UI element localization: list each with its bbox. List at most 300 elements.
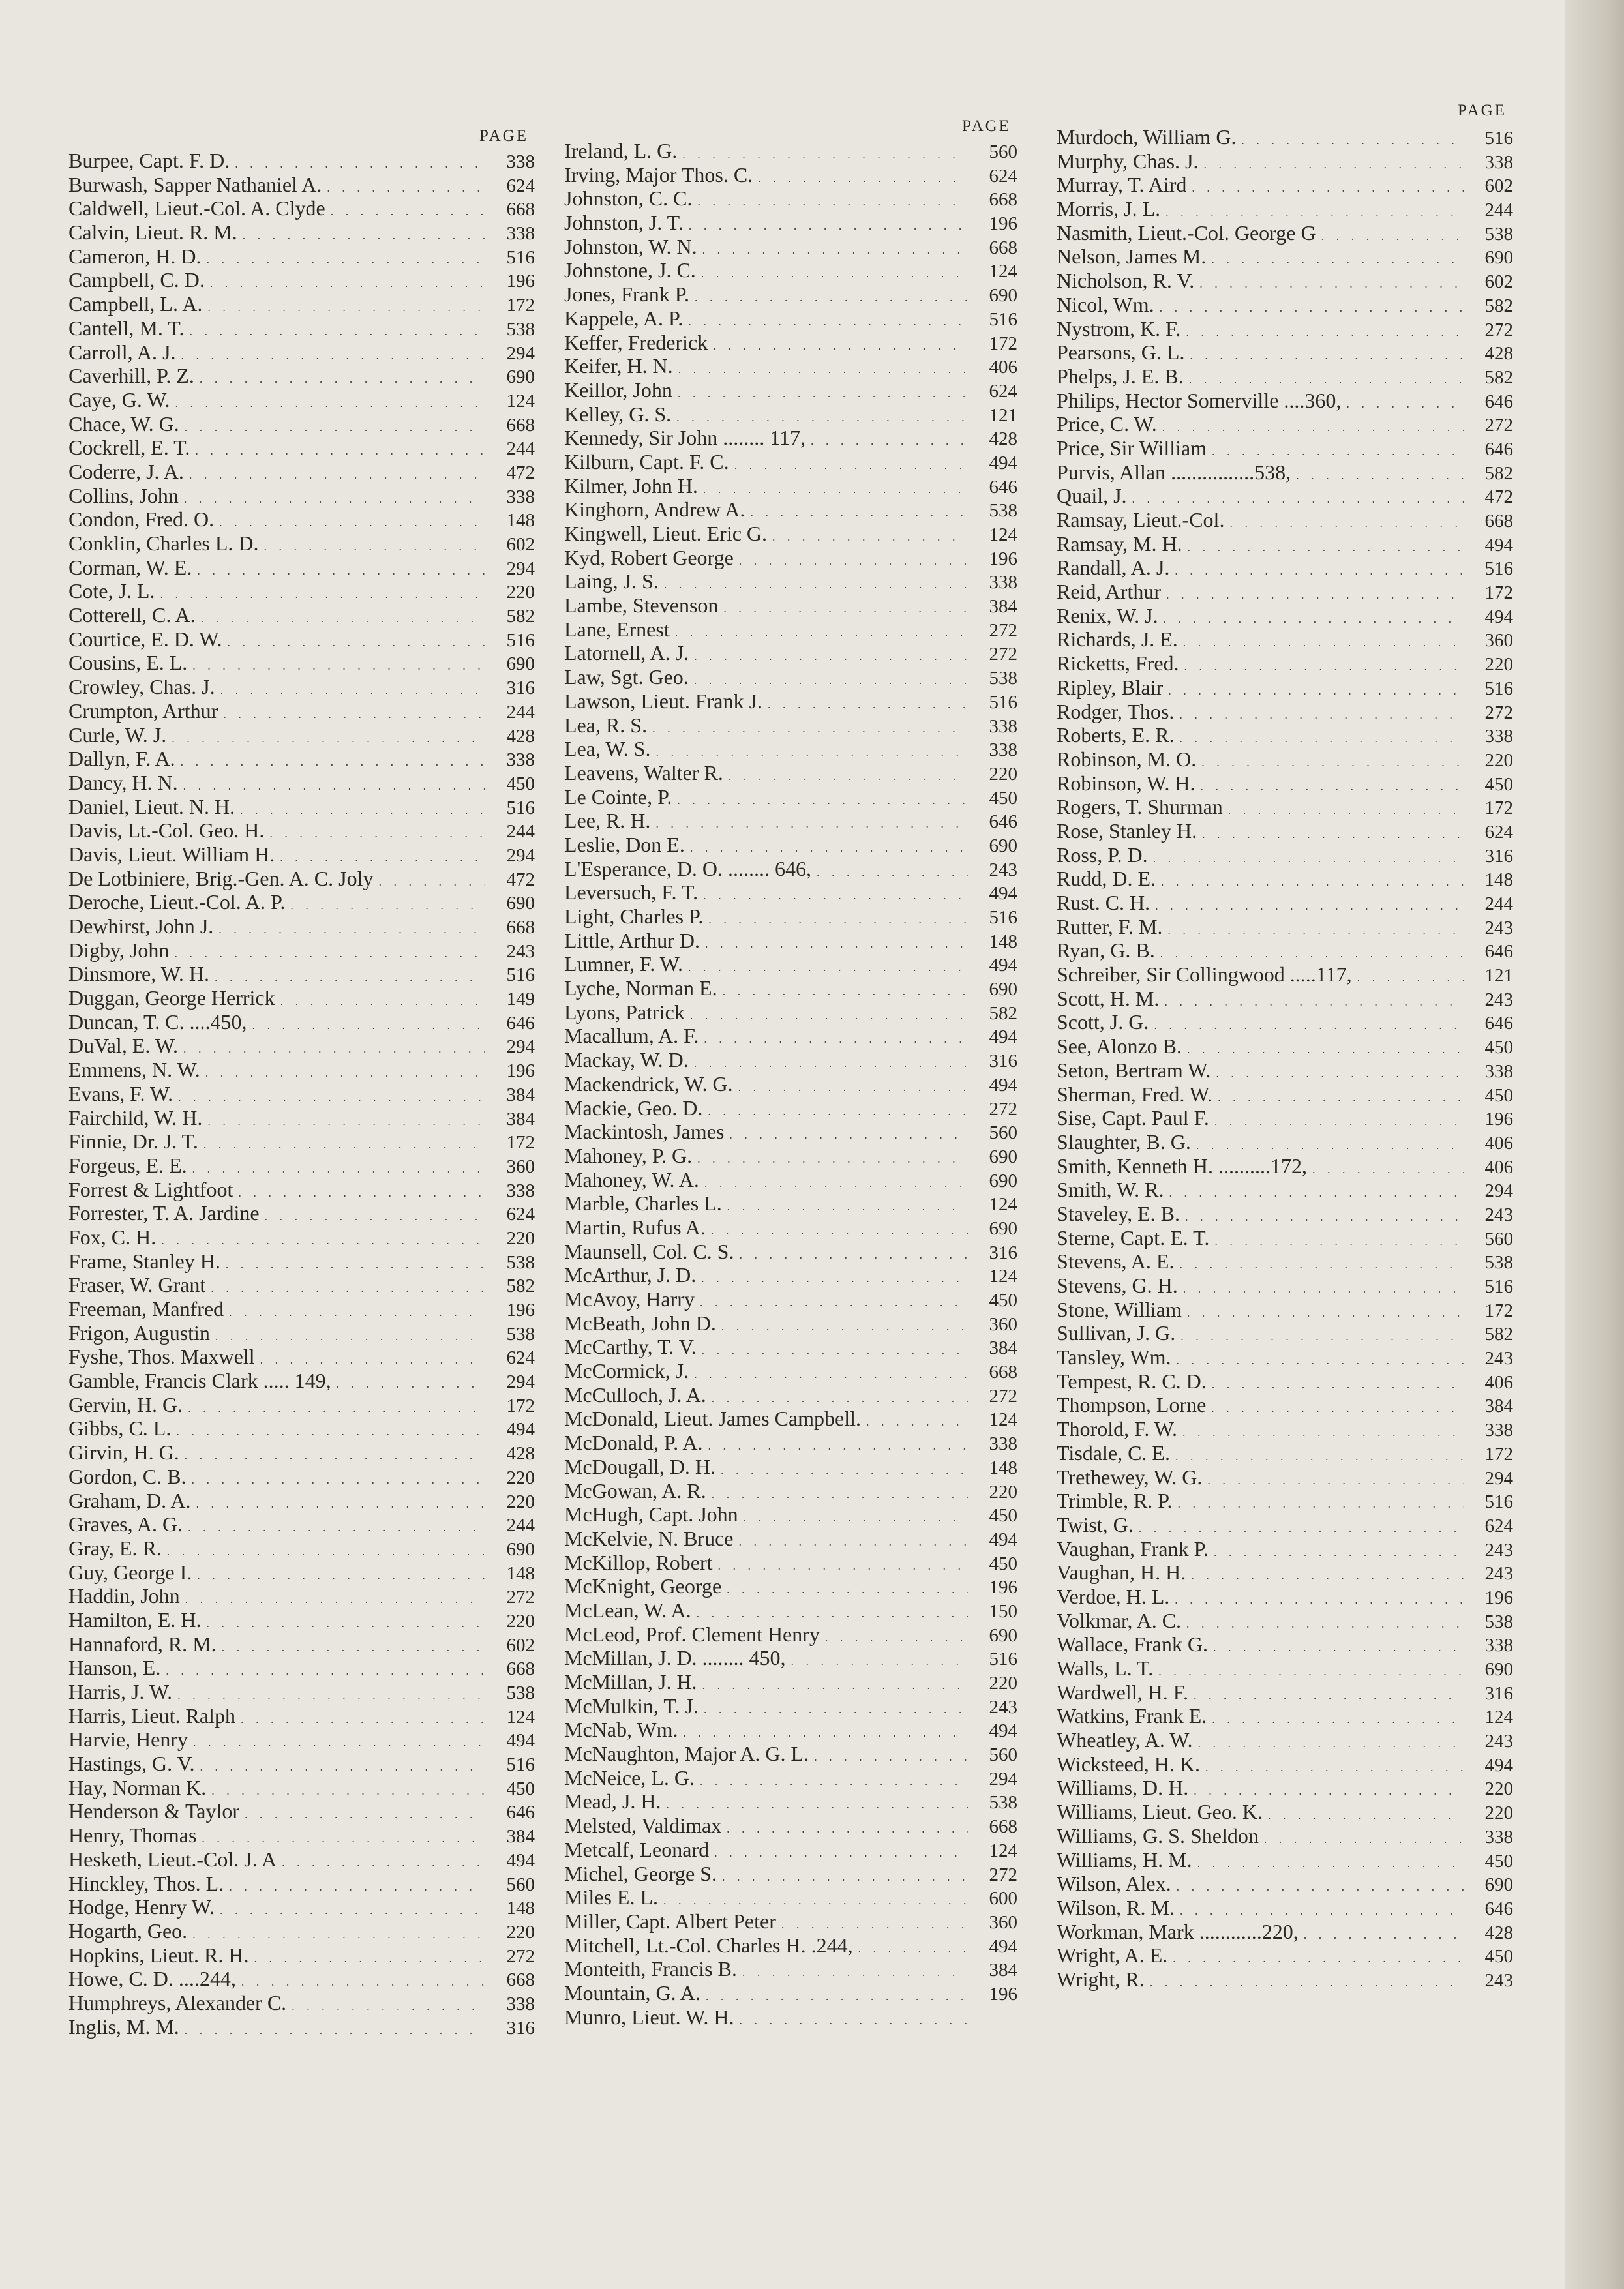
dot-leader — [738, 1530, 968, 1554]
index-entry — [1057, 269, 1513, 293]
entry-page-number: 450 — [1484, 1946, 1513, 1967]
entry-name: Nicol, Wm. — [1057, 292, 1154, 316]
dot-leader — [207, 248, 485, 272]
dot-leader — [185, 1587, 485, 1611]
entry-list — [68, 149, 535, 2039]
entry-name: Keffer, Frederick — [564, 330, 708, 354]
entry-name: Lane, Ernest — [564, 617, 670, 641]
entry-page-number: 624 — [506, 1347, 535, 1369]
dot-leader — [172, 726, 485, 751]
index-entry — [1057, 1489, 1513, 1513]
index-entry — [564, 1168, 1017, 1192]
entry-page-number: 406 — [1484, 1132, 1513, 1154]
dot-leader — [1346, 392, 1464, 416]
index-entry — [1057, 795, 1513, 819]
entry-name: Mackintosh, James — [564, 1120, 725, 1144]
dot-leader — [1183, 631, 1464, 655]
index-entry — [564, 1024, 1017, 1048]
dot-leader — [1216, 1062, 1464, 1086]
dot-leader — [1150, 1971, 1464, 1995]
dot-leader — [1166, 583, 1464, 607]
entry-name: Thompson, Lorne — [1057, 1393, 1207, 1417]
index-entry — [564, 1407, 1017, 1431]
entry-name: Evans, F. W. — [68, 1081, 173, 1105]
entry-name: Schreiber, Sir Collingwood .....117, — [1057, 963, 1352, 987]
dot-leader — [210, 271, 485, 295]
entry-name: Rutter, F. M. — [1057, 914, 1163, 938]
dot-leader — [197, 559, 485, 583]
entry-list — [564, 139, 1017, 2029]
entry-name: Duggan, George Herrick — [68, 986, 275, 1010]
index-entry — [564, 1862, 1017, 1886]
index-entry — [68, 1273, 535, 1297]
index-entry — [68, 245, 535, 269]
index-entry — [68, 1082, 535, 1106]
entry-page-number: 338 — [1484, 1060, 1513, 1082]
entry-page-number: 172 — [1484, 1300, 1513, 1321]
index-entry — [564, 1383, 1017, 1407]
entry-name: Sullivan, J. G. — [1057, 1321, 1176, 1345]
dot-leader — [337, 1372, 485, 1396]
dot-leader — [1214, 1229, 1464, 1253]
entry-page-number: 384 — [506, 1108, 535, 1130]
entry-page-number: 472 — [1484, 486, 1513, 508]
entry-name: Tisdale, C. E. — [1057, 1441, 1170, 1465]
entry-name: DuVal, E. W. — [68, 1034, 178, 1058]
entry-name: Stevens, A. E. — [1057, 1249, 1175, 1274]
index-entry — [564, 1766, 1017, 1790]
dot-leader — [1268, 1803, 1464, 1827]
entry-page-number: 450 — [989, 1553, 1017, 1574]
entry-page-number: 244 — [506, 701, 535, 723]
index-entry — [564, 1479, 1017, 1503]
entry-name: Staveley, E. B. — [1057, 1201, 1180, 1225]
entry-name: Sise, Capt. Paul F. — [1057, 1106, 1209, 1130]
dot-leader — [1175, 559, 1464, 583]
entry-name: Lawson, Lieut. Frank J. — [564, 689, 762, 713]
index-entry — [564, 1838, 1017, 1862]
index-entry — [1057, 1298, 1513, 1322]
dot-leader — [825, 1626, 968, 1650]
entry-page-number: 494 — [989, 1936, 1017, 1957]
dot-leader — [712, 1482, 968, 1506]
dot-leader — [331, 200, 485, 224]
entry-page-number: 338 — [989, 572, 1017, 593]
entry-page-number: 690 — [989, 979, 1017, 1000]
entry-name: Ripley, Blair — [1057, 675, 1164, 699]
entry-page-number: 624 — [989, 165, 1017, 187]
index-entry — [68, 1943, 535, 1967]
entry-name: Nasmith, Lieut.-Col. George G — [1057, 220, 1316, 245]
index-entry — [1057, 1632, 1513, 1656]
dot-leader — [1179, 1253, 1464, 1277]
entry-name: Hogarth, Geo. — [68, 1919, 188, 1943]
entry-page-number: 646 — [1484, 391, 1513, 412]
index-entry — [1057, 340, 1513, 365]
entry-page-number: 668 — [1484, 511, 1513, 531]
dot-leader — [708, 1100, 968, 1124]
dot-leader — [243, 224, 485, 248]
entry-name: McMillan, J. H. — [564, 1670, 697, 1694]
entry-page-number: 494 — [1484, 606, 1513, 627]
dot-leader — [742, 1960, 968, 1984]
entry-page-number: 196 — [989, 1577, 1017, 1598]
entry-name: Quail, J. — [1057, 484, 1127, 508]
index-entry — [68, 1249, 535, 1274]
dot-leader — [1205, 1756, 1464, 1780]
entry-name: Carroll, A. J. — [68, 340, 176, 364]
dot-leader — [1155, 894, 1464, 918]
entry-page-number: 384 — [989, 1338, 1017, 1359]
dot-leader — [192, 654, 485, 678]
entry-page-number: 690 — [506, 893, 535, 914]
dot-leader — [1175, 1444, 1464, 1469]
dot-leader — [1218, 1086, 1464, 1110]
dot-leader — [722, 1865, 968, 1889]
entry-page-number: 272 — [1484, 702, 1513, 723]
entry-name: Little, Arthur D. — [564, 928, 700, 952]
entry-page-number: 196 — [989, 213, 1017, 235]
dot-leader — [1158, 1660, 1464, 1684]
index-entry — [68, 1465, 535, 1489]
dot-leader — [688, 310, 968, 334]
entry-name: McHugh, Capt. John — [564, 1503, 738, 1527]
entry-name: Kinghorn, Andrew A. — [564, 498, 745, 522]
index-entry — [564, 1335, 1017, 1359]
index-entry — [68, 2015, 535, 2039]
entry-name: McDougall, D. H. — [564, 1454, 715, 1478]
dot-leader — [1202, 822, 1464, 846]
entry-name: McLeod, Prof. Clement Henry — [564, 1622, 820, 1646]
index-entry — [1057, 389, 1513, 413]
entry-page-number: 121 — [989, 404, 1017, 426]
index-entry — [1057, 1776, 1513, 1800]
entry-page-number: 338 — [1484, 726, 1513, 747]
dot-leader — [1201, 751, 1464, 775]
entry-name: Ramsay, Lieut.-Col. — [1057, 508, 1225, 531]
index-entry — [68, 507, 535, 531]
entry-page-number: 338 — [506, 1180, 535, 1201]
dot-leader — [1211, 248, 1464, 272]
entry-name: Forrest & Lightfoot — [68, 1177, 233, 1201]
index-entry — [1057, 149, 1513, 173]
entry-page-number: 338 — [989, 740, 1017, 761]
entry-page-number: 538 — [1484, 1611, 1513, 1632]
index-entry — [68, 268, 535, 292]
entry-page-number: 690 — [506, 1538, 535, 1560]
entry-name: Nicholson, R. V. — [1057, 269, 1195, 293]
entry-name: Mackie, Geo. D. — [564, 1096, 703, 1120]
dot-leader — [223, 702, 485, 726]
entry-name: Melsted, Valdimax — [564, 1814, 722, 1838]
index-entry — [68, 1776, 535, 1800]
entry-name: Gamble, Francis Clark ..... 149, — [68, 1369, 331, 1393]
dot-leader — [695, 286, 968, 310]
entry-name: Maunsell, Col. C. S. — [564, 1239, 734, 1263]
index-entry — [1057, 1106, 1513, 1130]
dot-leader — [694, 1362, 968, 1386]
dot-leader — [652, 717, 968, 741]
entry-page-number: 560 — [989, 1122, 1017, 1144]
entry-page-number: 690 — [989, 1624, 1017, 1646]
entry-name: Guy, George I. — [68, 1560, 192, 1584]
entry-page-number: 516 — [989, 308, 1017, 330]
entry-page-number: 428 — [989, 428, 1017, 450]
entry-name: Mountain, G. A. — [564, 1981, 700, 2005]
entry-page-number: 450 — [989, 1290, 1017, 1311]
entry-page-number: 646 — [506, 1802, 535, 1823]
entry-page-number: 243 — [1484, 1969, 1513, 1991]
entry-page-number: 516 — [1484, 678, 1513, 699]
entry-name: Deroche, Lieut.-Col. A. P. — [68, 890, 286, 914]
entry-name: Fraser, W. Grant — [68, 1273, 206, 1297]
entry-page-number: 516 — [506, 247, 535, 268]
entry-page-number: 646 — [1484, 1013, 1513, 1034]
index-entry — [68, 914, 535, 938]
entry-name: McCormick, J. — [564, 1359, 689, 1383]
dot-leader — [675, 621, 968, 645]
index-entry — [1057, 293, 1513, 317]
entry-name: Reid, Arthur — [1057, 580, 1161, 604]
dot-leader — [176, 1420, 485, 1444]
index-entry — [564, 1574, 1017, 1598]
dot-leader — [700, 1291, 968, 1315]
dot-leader — [1264, 1827, 1464, 1851]
entry-page-number: 668 — [989, 1362, 1017, 1383]
index-entry — [1057, 1202, 1513, 1226]
entry-name: Michel, George S. — [564, 1861, 717, 1885]
index-entry — [68, 1489, 535, 1513]
index-entry — [564, 235, 1017, 259]
index-entry — [68, 340, 535, 365]
entry-name: Hanson, E. — [68, 1656, 161, 1680]
dot-leader — [184, 487, 485, 511]
entry-page-number: 148 — [506, 1563, 535, 1584]
dot-leader — [1212, 1373, 1464, 1397]
entry-page-number: 472 — [506, 462, 535, 483]
entry-page-number: 516 — [1484, 558, 1513, 580]
entry-page-number: 450 — [989, 1505, 1017, 1527]
dot-leader — [723, 597, 968, 621]
index-entry — [1057, 651, 1513, 676]
index-entry — [1057, 1681, 1513, 1705]
entry-page-number: 338 — [506, 151, 535, 172]
entry-list — [1057, 125, 1513, 1992]
dot-leader — [1200, 775, 1464, 799]
index-entry — [1057, 1417, 1513, 1441]
entry-page-number: 124 — [989, 1409, 1017, 1431]
index-entry — [68, 531, 535, 556]
entry-name: Caye, G. W. — [68, 387, 170, 411]
dot-leader — [166, 1659, 485, 1683]
entry-page-number: 294 — [1484, 1467, 1513, 1489]
entry-name: McArthur, J. D. — [564, 1263, 697, 1287]
index-entry — [1057, 1226, 1513, 1250]
entry-page-number: 220 — [506, 1610, 535, 1632]
entry-name: Leversuch, F. T. — [564, 880, 699, 905]
entry-name: Price, C. W. — [1057, 412, 1157, 436]
entry-page-number: 646 — [989, 811, 1017, 833]
dot-leader — [240, 798, 485, 822]
index-entry — [564, 1885, 1017, 1909]
dot-leader — [269, 822, 485, 846]
entry-page-number: 624 — [1484, 1515, 1513, 1536]
entry-page-number: 582 — [1484, 1324, 1513, 1345]
dot-leader — [817, 860, 968, 884]
index-entry — [564, 307, 1017, 331]
index-entry — [68, 1010, 535, 1034]
index-entry — [68, 1130, 535, 1154]
entry-name: McDonald, Lieut. James Campbell. — [564, 1407, 862, 1431]
entry-page-number: 148 — [506, 510, 535, 531]
dot-leader — [706, 1984, 968, 2009]
index-entry — [564, 1957, 1017, 1981]
entry-page-number: 428 — [1484, 343, 1513, 365]
entry-page-number: 148 — [506, 1898, 535, 1919]
entry-page-number: 148 — [989, 931, 1017, 952]
index-entry — [68, 1680, 535, 1704]
entry-page-number: 316 — [1484, 845, 1513, 867]
index-entry — [68, 627, 535, 651]
entry-page-number: 384 — [506, 1826, 535, 1848]
dot-leader — [1164, 607, 1464, 631]
entry-name: Vaughan, Frank P. — [1057, 1536, 1209, 1561]
entry-name: Henderson & Taylor — [68, 1799, 239, 1823]
entry-page-number: 150 — [989, 1600, 1017, 1622]
dot-leader — [1187, 1301, 1464, 1325]
entry-page-number: 538 — [506, 1251, 535, 1273]
dot-leader — [205, 1061, 485, 1085]
index-entry — [68, 1799, 535, 1823]
entry-name: Workman, Mark ............220, — [1057, 1919, 1299, 1943]
index-entry — [1057, 891, 1513, 915]
entry-page-number: 338 — [506, 749, 535, 771]
dot-leader — [1241, 128, 1464, 153]
index-entry — [68, 1991, 535, 2015]
entry-page-number: 338 — [989, 1433, 1017, 1455]
entry-page-number: 646 — [1484, 941, 1513, 963]
entry-name: Duncan, T. C. ....450, — [68, 1010, 247, 1034]
entry-page-number: 121 — [1484, 965, 1513, 987]
entry-name: McKillop, Robert — [564, 1550, 713, 1574]
entry-page-number: 690 — [506, 653, 535, 675]
dot-leader — [708, 908, 968, 932]
entry-page-number: 560 — [989, 142, 1017, 162]
index-entry — [68, 388, 535, 412]
entry-page-number: 560 — [1484, 1228, 1513, 1249]
entry-name: De Lotbiniere, Brig.-Gen. A. C. Joly — [68, 866, 374, 890]
index-entry — [1057, 125, 1513, 149]
dot-leader — [1185, 1205, 1464, 1229]
entry-page-number: 148 — [989, 1457, 1017, 1478]
entry-name: Howe, C. D. ....244, — [68, 1967, 236, 1991]
entry-name: McAvoy, Harry — [564, 1287, 695, 1311]
entry-page-number: 582 — [1484, 462, 1513, 484]
entry-name: Trimble, R. P. — [1057, 1489, 1173, 1513]
entry-name: Gray, E. R. — [68, 1536, 162, 1560]
entry-page-number: 124 — [989, 261, 1017, 282]
entry-name: Ryan, G. B. — [1057, 938, 1155, 963]
index-entry — [1057, 771, 1513, 796]
entry-page-number: 243 — [989, 1696, 1017, 1718]
entry-name: Curle, W. J. — [68, 723, 167, 747]
dot-leader — [245, 1803, 485, 1827]
dot-leader — [791, 1649, 968, 1673]
entry-page-number: 690 — [506, 367, 535, 388]
dot-leader — [1296, 464, 1464, 488]
index-entry — [1057, 1513, 1513, 1537]
entry-page-number: 494 — [506, 1730, 535, 1752]
entry-name: Mackendrick, W. G. — [564, 1071, 733, 1096]
index-entry — [68, 938, 535, 963]
dot-leader — [1177, 1349, 1464, 1373]
index-entry — [1057, 1656, 1513, 1681]
entry-page-number: 220 — [506, 1491, 535, 1512]
entry-name: Hopkins, Lieut. R. H. — [68, 1943, 249, 1967]
index-entry — [564, 809, 1017, 833]
entry-page-number: 243 — [1484, 917, 1513, 938]
dot-leader — [723, 980, 968, 1004]
index-entry — [1057, 1010, 1513, 1034]
index-entry — [1057, 1800, 1513, 1824]
dot-leader — [1179, 703, 1464, 727]
entry-name: Johnstone, J. C. — [564, 258, 696, 282]
entry-page-number: 516 — [989, 691, 1017, 713]
entry-page-number: 338 — [506, 1993, 535, 2014]
index-entry — [1057, 1130, 1513, 1154]
dot-leader — [1312, 1158, 1464, 1182]
page-header: PAGE — [962, 117, 1011, 135]
entry-page-number: 494 — [989, 1529, 1017, 1550]
dot-leader — [1203, 153, 1464, 177]
entry-page-number: 582 — [1484, 367, 1513, 388]
entry-page-number: 516 — [1484, 1276, 1513, 1297]
index-entry — [68, 1561, 535, 1585]
entry-name: Macallum, A. F. — [564, 1024, 699, 1048]
entry-page-number: 646 — [989, 476, 1017, 498]
entry-page-number: 560 — [506, 1874, 535, 1895]
entry-page-number: 646 — [1484, 1898, 1513, 1919]
index-entry — [68, 962, 535, 986]
index-entry — [1057, 1967, 1513, 1992]
entry-name: Davis, Lt.-Col. Geo. H. — [68, 818, 265, 843]
entry-page-number: 172 — [506, 295, 535, 316]
entry-name: Roberts, E. R. — [1057, 723, 1175, 747]
entry-name: McNab, Wm. — [564, 1718, 678, 1742]
index-entry — [564, 1191, 1017, 1216]
index-entry — [564, 1263, 1017, 1287]
entry-page-number: 294 — [506, 1036, 535, 1058]
index-entry — [1057, 1345, 1513, 1369]
dot-leader — [220, 1898, 485, 1922]
dot-leader — [866, 1410, 968, 1434]
entry-page-number: 494 — [989, 883, 1017, 905]
entry-name: Phelps, J. E. B. — [1057, 364, 1184, 388]
index-entry — [68, 1416, 535, 1441]
entry-page-number: 338 — [989, 715, 1017, 737]
index-entry — [68, 292, 535, 316]
entry-name: Wardwell, H. F. — [1057, 1680, 1188, 1704]
index-entry — [68, 556, 535, 580]
entry-page-number: 243 — [1484, 1204, 1513, 1225]
entry-name: Monteith, Francis B. — [564, 1957, 737, 1981]
index-entry — [1057, 1058, 1513, 1083]
dot-leader — [181, 344, 485, 368]
index-entry — [1057, 245, 1513, 269]
index-entry — [68, 460, 535, 484]
entry-name: Hesketh, Lieut.-Col. J. A — [68, 1847, 277, 1871]
index-entry — [68, 723, 535, 747]
